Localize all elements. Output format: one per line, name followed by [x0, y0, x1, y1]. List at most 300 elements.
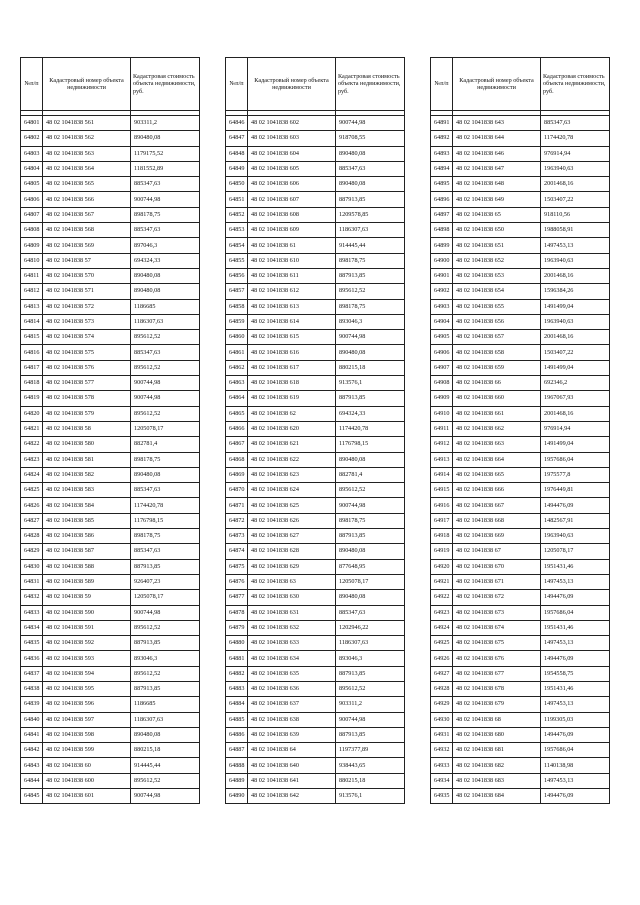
- row-num-cell: 64847: [226, 131, 248, 146]
- cadastral-number-cell: 48 02 1041838 578: [43, 391, 131, 406]
- table-row: [226, 192, 405, 207]
- cadastral-number-cell: 48 02 1041838 609: [248, 223, 336, 238]
- header-num: №п/п: [21, 58, 43, 111]
- row-num-cell: 64809: [21, 238, 43, 253]
- cadastral-number-cell: 48 02 1041838 60: [43, 758, 131, 773]
- cadastral-number-cell: 48 02 1041838 599: [43, 743, 131, 758]
- row-num-cell: 64892: [431, 131, 453, 146]
- row-num-cell: 64899: [431, 238, 453, 253]
- cadastral-number-cell: 48 02 1041838 615: [248, 330, 336, 345]
- cadastral-number-cell: 48 02 1041838 678: [453, 681, 541, 696]
- table-row: [226, 376, 405, 391]
- row-num-cell: 64891: [431, 116, 453, 131]
- cadastral-number-cell: 48 02 1041838 581: [43, 452, 131, 467]
- row-num-cell: 64871: [226, 498, 248, 513]
- cadastral-number-cell: 48 02 1041838 571: [43, 284, 131, 299]
- cadastral-number-cell: 48 02 1041838 595: [43, 681, 131, 696]
- cadastral-number-cell: 48 02 1041838 614: [248, 314, 336, 329]
- row-num-cell: 64895: [431, 177, 453, 192]
- cadastral-value-cell: 1963940,63: [541, 253, 610, 268]
- table-row: [226, 314, 405, 329]
- row-num-cell: 64923: [431, 605, 453, 620]
- cadastral-value-cell: 898178,75: [131, 452, 200, 467]
- cadastral-value-cell: 885347,63: [131, 345, 200, 360]
- table-row: [226, 758, 405, 773]
- cadastral-table-1: [20, 57, 200, 804]
- row-num-cell: 64842: [21, 743, 43, 758]
- table-row: [226, 743, 405, 758]
- table-row: [21, 131, 200, 146]
- row-num-cell: 64925: [431, 636, 453, 651]
- cadastral-value-cell: 900744,98: [131, 192, 200, 207]
- cadastral-number-cell: 48 02 1041838 646: [453, 146, 541, 161]
- cadastral-number-cell: 48 02 1041838 638: [248, 712, 336, 727]
- row-num-cell: 64855: [226, 253, 248, 268]
- row-num-cell: 64814: [21, 314, 43, 329]
- cadastral-value-cell: 1957686,04: [541, 605, 610, 620]
- table-row: [21, 620, 200, 635]
- table-row: [226, 161, 405, 176]
- cadastral-value-cell: 890480,08: [336, 177, 405, 192]
- table-row: [431, 131, 610, 146]
- row-num-cell: 64822: [21, 437, 43, 452]
- cadastral-value-cell: 885347,63: [131, 177, 200, 192]
- row-num-cell: 64824: [21, 467, 43, 482]
- row-num-cell: 64802: [21, 131, 43, 146]
- cadastral-value-cell: 938443,65: [336, 758, 405, 773]
- cadastral-value-cell: 1963940,63: [541, 161, 610, 176]
- cadastral-number-cell: 48 02 1041838 669: [453, 529, 541, 544]
- cadastral-number-cell: 48 02 1041838 563: [43, 146, 131, 161]
- row-num-cell: 64903: [431, 299, 453, 314]
- cadastral-value-cell: 1976449,81: [541, 483, 610, 498]
- cadastral-value-cell: 1202946,22: [336, 620, 405, 635]
- row-num-cell: 64910: [431, 406, 453, 421]
- row-num-cell: 64864: [226, 391, 248, 406]
- row-num-cell: 64934: [431, 773, 453, 788]
- table-row: [431, 574, 610, 589]
- table-row: [431, 376, 610, 391]
- table-row: [21, 467, 200, 482]
- cadastral-number-cell: 48 02 1041838 577: [43, 376, 131, 391]
- cadastral-value-cell: 887913,85: [336, 529, 405, 544]
- cadastral-value-cell: 900744,98: [131, 789, 200, 804]
- row-num-cell: 64887: [226, 743, 248, 758]
- row-num-cell: 64866: [226, 421, 248, 436]
- table-row: [21, 727, 200, 742]
- cadastral-value-cell: 1988058,91: [541, 223, 610, 238]
- row-num-cell: 64901: [431, 268, 453, 283]
- table-row: [226, 483, 405, 498]
- cadastral-number-cell: 48 02 1041838 681: [453, 743, 541, 758]
- row-num-cell: 64881: [226, 651, 248, 666]
- table-row: [21, 452, 200, 467]
- table-row: [431, 391, 610, 406]
- row-num-cell: 64884: [226, 697, 248, 712]
- header-cadastral-number: Кадастровый номер объекта недвижимости: [453, 58, 541, 111]
- cadastral-value-cell: 1140138,98: [541, 758, 610, 773]
- row-num-cell: 64879: [226, 620, 248, 635]
- cadastral-number-cell: 48 02 1041838 579: [43, 406, 131, 421]
- row-num-cell: 64873: [226, 529, 248, 544]
- table-row: [431, 636, 610, 651]
- table-row: [431, 681, 610, 696]
- table-row: [21, 421, 200, 436]
- row-num-cell: 64904: [431, 314, 453, 329]
- cadastral-table-2: [225, 57, 405, 804]
- table-row: [431, 498, 610, 513]
- cadastral-value-cell: 1497453,13: [541, 636, 610, 651]
- table-header-row: [226, 58, 405, 111]
- cadastral-number-cell: 48 02 1041838 590: [43, 605, 131, 620]
- header-cadastral-number: Кадастровый номер объекта недвижимости: [43, 58, 131, 111]
- cadastral-number-cell: 48 02 1041838 64: [248, 743, 336, 758]
- cadastral-number-cell: 48 02 1041838 617: [248, 360, 336, 375]
- cadastral-number-cell: 48 02 1041838 613: [248, 299, 336, 314]
- row-num-cell: 64852: [226, 207, 248, 222]
- cadastral-number-cell: 48 02 1041838 663: [453, 437, 541, 452]
- row-num-cell: 64870: [226, 483, 248, 498]
- cadastral-number-cell: 48 02 1041838 639: [248, 727, 336, 742]
- cadastral-number-cell: 48 02 1041838 61: [248, 238, 336, 253]
- row-num-cell: 64858: [226, 299, 248, 314]
- table-row: [21, 651, 200, 666]
- row-num-cell: 64805: [21, 177, 43, 192]
- cadastral-value-cell: 918708,55: [336, 131, 405, 146]
- row-num-cell: 64861: [226, 345, 248, 360]
- cadastral-number-cell: 48 02 1041838 673: [453, 605, 541, 620]
- table-row: [21, 116, 200, 131]
- cadastral-value-cell: 898178,75: [336, 253, 405, 268]
- table-row: [431, 605, 610, 620]
- table-row: [21, 391, 200, 406]
- cadastral-number-cell: 48 02 1041838 594: [43, 666, 131, 681]
- row-num-cell: 64818: [21, 376, 43, 391]
- row-num-cell: 64868: [226, 452, 248, 467]
- cadastral-value-cell: 2001468,16: [541, 406, 610, 421]
- cadastral-value-cell: 1186307,63: [131, 314, 200, 329]
- cadastral-value-cell: 877648,95: [336, 559, 405, 574]
- cadastral-number-cell: 48 02 1041838 644: [453, 131, 541, 146]
- cadastral-number-cell: 48 02 1041838 572: [43, 299, 131, 314]
- table-row: [431, 314, 610, 329]
- table-row: [431, 666, 610, 681]
- table-row: [226, 620, 405, 635]
- table-row: [226, 330, 405, 345]
- cadastral-number-cell: 48 02 1041838 633: [248, 636, 336, 651]
- cadastral-number-cell: 48 02 1041838 568: [43, 223, 131, 238]
- cadastral-value-cell: 895612,52: [131, 773, 200, 788]
- table-row: [226, 268, 405, 283]
- cadastral-value-cell: 1963940,63: [541, 314, 610, 329]
- table-row: [21, 345, 200, 360]
- cadastral-number-cell: 48 02 1041838 580: [43, 437, 131, 452]
- cadastral-value-cell: 895612,52: [131, 360, 200, 375]
- cadastral-number-cell: 48 02 1041838 593: [43, 651, 131, 666]
- cadastral-number-cell: 48 02 1041838 566: [43, 192, 131, 207]
- table-row: [21, 146, 200, 161]
- cadastral-value-cell: 914445,44: [336, 238, 405, 253]
- table-row: [21, 330, 200, 345]
- cadastral-value-cell: 900744,98: [336, 330, 405, 345]
- cadastral-value-cell: 1963940,63: [541, 529, 610, 544]
- table-row: [21, 605, 200, 620]
- cadastral-value-cell: 1951431,46: [541, 620, 610, 635]
- row-num-cell: 64862: [226, 360, 248, 375]
- table-row: [431, 223, 610, 238]
- table-row: [226, 177, 405, 192]
- row-num-cell: 64810: [21, 253, 43, 268]
- cadastral-value-cell: 1197377,89: [336, 743, 405, 758]
- table-row: [21, 544, 200, 559]
- cadastral-value-cell: 890480,08: [131, 467, 200, 482]
- cadastral-value-cell: 900744,98: [131, 376, 200, 391]
- row-num-cell: 64920: [431, 559, 453, 574]
- cadastral-value-cell: 893046,3: [336, 314, 405, 329]
- cadastral-value-cell: 1176798,15: [336, 437, 405, 452]
- row-num-cell: 64850: [226, 177, 248, 192]
- cadastral-number-cell: 48 02 1041838 650: [453, 223, 541, 238]
- header-cadastral-value: Кадастровая стоимость объекта недвижимости, руб.: [131, 58, 200, 111]
- cadastral-value-cell: 694324,33: [336, 406, 405, 421]
- cadastral-value-cell: 1176798,15: [131, 513, 200, 528]
- cadastral-value-cell: 913576,1: [336, 376, 405, 391]
- cadastral-number-cell: 48 02 1041838 597: [43, 712, 131, 727]
- table-row: [431, 727, 610, 742]
- cadastral-value-cell: 1186685: [131, 299, 200, 314]
- cadastral-number-cell: 48 02 1041838 628: [248, 544, 336, 559]
- cadastral-value-cell: 900744,98: [336, 498, 405, 513]
- cadastral-number-cell: 48 02 1041838 624: [248, 483, 336, 498]
- cadastral-value-cell: 1951431,46: [541, 681, 610, 696]
- cadastral-value-cell: 887913,85: [336, 391, 405, 406]
- table-row: [431, 268, 610, 283]
- cadastral-number-cell: 48 02 1041838 584: [43, 498, 131, 513]
- cadastral-value-cell: 885347,63: [131, 223, 200, 238]
- row-num-cell: 64921: [431, 574, 453, 589]
- row-num-cell: 64851: [226, 192, 248, 207]
- cadastral-value-cell: 1174420,78: [541, 131, 610, 146]
- cadastral-number-cell: 48 02 1041838 573: [43, 314, 131, 329]
- row-num-cell: 64882: [226, 666, 248, 681]
- cadastral-value-cell: 885347,63: [131, 483, 200, 498]
- table-row: [21, 773, 200, 788]
- row-num-cell: 64826: [21, 498, 43, 513]
- row-num-cell: 64837: [21, 666, 43, 681]
- cadastral-value-cell: 1497453,13: [541, 574, 610, 589]
- table-row: [226, 467, 405, 482]
- cadastral-number-cell: 48 02 1041838 65: [453, 207, 541, 222]
- table-row: [226, 253, 405, 268]
- row-num-cell: 64846: [226, 116, 248, 131]
- cadastral-number-cell: 48 02 1041838 642: [248, 789, 336, 804]
- cadastral-value-cell: 900744,98: [131, 605, 200, 620]
- cadastral-number-cell: 48 02 1041838 610: [248, 253, 336, 268]
- cadastral-number-cell: 48 02 1041838 629: [248, 559, 336, 574]
- cadastral-value-cell: 887913,85: [336, 268, 405, 283]
- header-num: №п/п: [226, 58, 248, 111]
- table-row: [431, 590, 610, 605]
- table-row: [226, 559, 405, 574]
- table-row: [21, 681, 200, 696]
- cadastral-value-cell: 880215,18: [336, 360, 405, 375]
- row-num-cell: 64849: [226, 161, 248, 176]
- row-num-cell: 64841: [21, 727, 43, 742]
- cadastral-number-cell: 48 02 1041838 611: [248, 268, 336, 283]
- cadastral-value-cell: 897046,3: [131, 238, 200, 253]
- table-row: [21, 483, 200, 498]
- row-num-cell: 64922: [431, 590, 453, 605]
- cadastral-number-cell: 48 02 1041838 671: [453, 574, 541, 589]
- cadastral-value-cell: 1491499,04: [541, 360, 610, 375]
- cadastral-number-cell: 48 02 1041838 652: [453, 253, 541, 268]
- row-num-cell: 64874: [226, 544, 248, 559]
- table-row: [226, 437, 405, 452]
- cadastral-number-cell: 48 02 1041838 659: [453, 360, 541, 375]
- row-num-cell: 64917: [431, 513, 453, 528]
- table-row: [21, 666, 200, 681]
- row-num-cell: 64878: [226, 605, 248, 620]
- row-num-cell: 64831: [21, 574, 43, 589]
- cadastral-number-cell: 48 02 1041838 660: [453, 391, 541, 406]
- table-row: [226, 284, 405, 299]
- cadastral-number-cell: 48 02 1041838 621: [248, 437, 336, 452]
- table-row: [226, 207, 405, 222]
- cadastral-value-cell: 890480,08: [336, 146, 405, 161]
- cadastral-value-cell: 1186307,63: [131, 712, 200, 727]
- row-num-cell: 64897: [431, 207, 453, 222]
- table-row: [226, 223, 405, 238]
- row-num-cell: 64801: [21, 116, 43, 131]
- cadastral-value-cell: 918110,56: [541, 207, 610, 222]
- row-num-cell: 64848: [226, 146, 248, 161]
- row-num-cell: 64908: [431, 376, 453, 391]
- table-row: [226, 574, 405, 589]
- row-num-cell: 64931: [431, 727, 453, 742]
- cadastral-number-cell: 48 02 1041838 651: [453, 238, 541, 253]
- cadastral-number-cell: 48 02 1041838 679: [453, 697, 541, 712]
- cadastral-value-cell: 885347,63: [336, 161, 405, 176]
- cadastral-value-cell: 887913,85: [336, 192, 405, 207]
- cadastral-value-cell: 887913,85: [131, 636, 200, 651]
- cadastral-number-cell: 48 02 1041838 66: [453, 376, 541, 391]
- row-num-cell: 64821: [21, 421, 43, 436]
- row-num-cell: 64836: [21, 651, 43, 666]
- cadastral-number-cell: 48 02 1041838 636: [248, 681, 336, 696]
- row-num-cell: 64865: [226, 406, 248, 421]
- row-num-cell: 64889: [226, 773, 248, 788]
- table-row: [431, 452, 610, 467]
- table-row: [431, 253, 610, 268]
- cadastral-number-cell: 48 02 1041838 625: [248, 498, 336, 513]
- cadastral-number-cell: 48 02 1041838 67: [453, 544, 541, 559]
- cadastral-value-cell: 1957686,04: [541, 743, 610, 758]
- table-row: [21, 636, 200, 651]
- cadastral-number-cell: 48 02 1041838 675: [453, 636, 541, 651]
- table-row: [431, 177, 610, 192]
- row-num-cell: 64806: [21, 192, 43, 207]
- row-num-cell: 64813: [21, 299, 43, 314]
- cadastral-value-cell: 898178,75: [336, 513, 405, 528]
- cadastral-number-cell: 48 02 1041838 641: [248, 773, 336, 788]
- cadastral-value-cell: 885347,63: [541, 116, 610, 131]
- cadastral-value-cell: 1957686,04: [541, 452, 610, 467]
- cadastral-number-cell: 48 02 1041838 603: [248, 131, 336, 146]
- table-row: [431, 146, 610, 161]
- cadastral-number-cell: 48 02 1041838 618: [248, 376, 336, 391]
- row-num-cell: 64902: [431, 284, 453, 299]
- table-row: [431, 544, 610, 559]
- cadastral-value-cell: 895612,52: [131, 406, 200, 421]
- cadastral-number-cell: 48 02 1041838 683: [453, 773, 541, 788]
- table-row: [226, 345, 405, 360]
- table-row: [226, 131, 405, 146]
- row-num-cell: 64926: [431, 651, 453, 666]
- row-num-cell: 64877: [226, 590, 248, 605]
- cadastral-number-cell: 48 02 1041838 626: [248, 513, 336, 528]
- row-num-cell: 64820: [21, 406, 43, 421]
- row-num-cell: 64838: [21, 681, 43, 696]
- cadastral-value-cell: 890480,08: [131, 131, 200, 146]
- row-num-cell: 64880: [226, 636, 248, 651]
- table-row: [21, 223, 200, 238]
- row-num-cell: 64928: [431, 681, 453, 696]
- table-row: [21, 437, 200, 452]
- table-row: [226, 789, 405, 804]
- cadastral-number-cell: 48 02 1041838 589: [43, 574, 131, 589]
- row-num-cell: 64819: [21, 391, 43, 406]
- row-num-cell: 64834: [21, 620, 43, 635]
- cadastral-number-cell: 48 02 1041838 674: [453, 620, 541, 635]
- table-row: [21, 758, 200, 773]
- cadastral-value-cell: 887913,85: [336, 666, 405, 681]
- row-num-cell: 64890: [226, 789, 248, 804]
- cadastral-number-cell: 48 02 1041838 662: [453, 421, 541, 436]
- cadastral-value-cell: 900744,98: [336, 712, 405, 727]
- row-num-cell: 64823: [21, 452, 43, 467]
- row-num-cell: 64808: [21, 223, 43, 238]
- table-row: [226, 651, 405, 666]
- cadastral-value-cell: 1205078,17: [131, 590, 200, 605]
- cadastral-value-cell: 913576,1: [336, 789, 405, 804]
- table-row: [226, 697, 405, 712]
- cadastral-number-cell: 48 02 1041838 592: [43, 636, 131, 651]
- cadastral-value-cell: 1179175,52: [131, 146, 200, 161]
- cadastral-value-cell: 1494476,09: [541, 651, 610, 666]
- row-num-cell: 64886: [226, 727, 248, 742]
- table-row: [21, 284, 200, 299]
- cadastral-number-cell: 48 02 1041838 637: [248, 697, 336, 712]
- table-row: [226, 452, 405, 467]
- table-row: [226, 636, 405, 651]
- cadastral-number-cell: 48 02 1041838 656: [453, 314, 541, 329]
- cadastral-value-cell: 1174420,78: [336, 421, 405, 436]
- table-row: [226, 498, 405, 513]
- table-row: [21, 268, 200, 283]
- cadastral-number-cell: 48 02 1041838 665: [453, 467, 541, 482]
- cadastral-value-cell: 1491499,04: [541, 437, 610, 452]
- table-row: [226, 391, 405, 406]
- cadastral-number-cell: 48 02 1041838 653: [453, 268, 541, 283]
- table-row: [226, 544, 405, 559]
- table-row: [431, 712, 610, 727]
- table-row: [431, 483, 610, 498]
- row-num-cell: 64930: [431, 712, 453, 727]
- cadastral-value-cell: 1186307,63: [336, 636, 405, 651]
- table-row: [21, 376, 200, 391]
- cadastral-number-cell: 48 02 1041838 561: [43, 116, 131, 131]
- table-row: [226, 529, 405, 544]
